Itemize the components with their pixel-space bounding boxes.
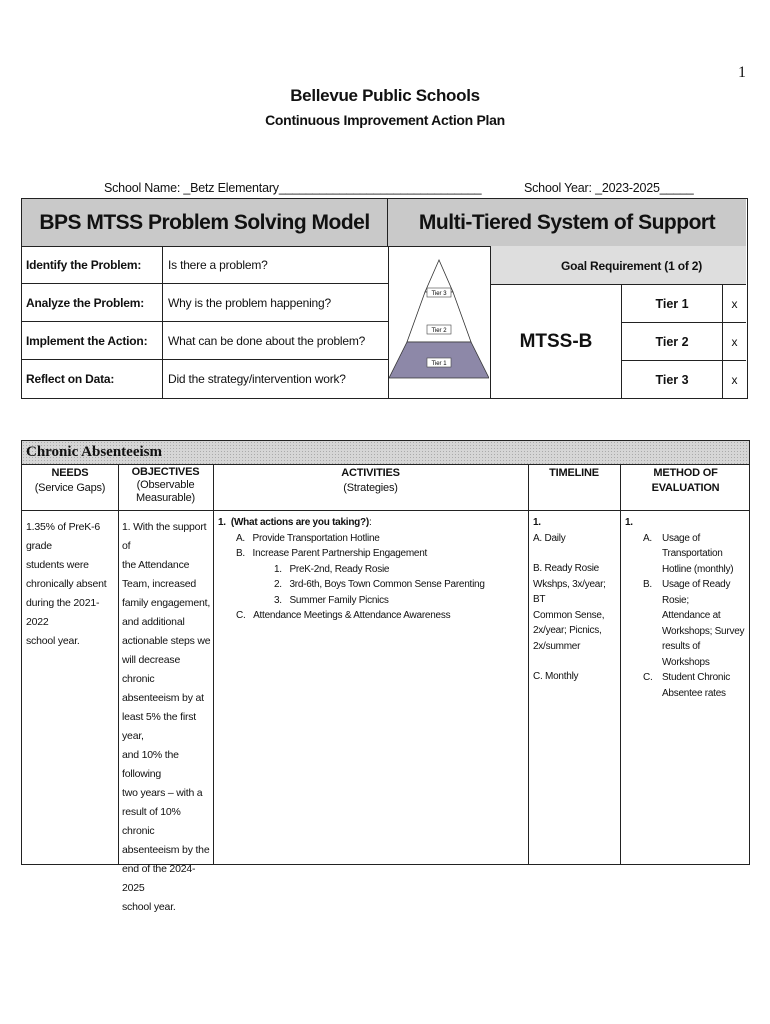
activity-subitem: 2. 3rd-6th, Boys Town Common Sense Parenting [274,579,485,590]
step-row-reflect [22,360,388,398]
evaluation-title-2: EVALUATION [651,482,720,494]
timeline-title: TIMELINE [549,467,599,479]
objectives-line: two years – with a [122,787,203,799]
document-subtitle: Continuous Improvement Action Plan [265,112,505,128]
timeline-b-line: B. Ready Rosie [533,563,599,574]
timeline-column-header [528,466,620,481]
step-label: Analyze the Problem: [26,296,145,310]
page-number: 1 [738,64,746,81]
timeline-a: A. Daily [533,532,566,544]
activities-title: ACTIVITIES [341,467,400,479]
problem-solving-model-table [21,198,748,399]
document-title: Bellevue Public Schools [290,86,480,105]
tier-mark: x [722,323,746,361]
goal-requirement-label: Goal Requirement (1 of 2) [561,259,703,273]
tier-name: Tier 2 [655,335,689,349]
evaluation-num: 1. [625,517,633,528]
activity-subitem: 3. Summer Family Picnics [274,594,389,606]
activity-item-b: B. Increase Parent Partnership Engagement [236,548,428,559]
step-question: Why is the problem happening? [168,296,331,310]
tier-name: Tier 1 [655,297,689,311]
step-row-analyze [22,284,388,322]
tier-name: Tier 3 [655,373,689,387]
tier-mark: x [722,285,746,323]
objectives-line: the Attendance [122,559,190,571]
objectives-line: 1. With the support of [122,521,207,552]
step-label: Implement the Action: [26,334,148,348]
objectives-column-header [118,466,213,505]
tier-pyramid-graphic [389,246,489,396]
step-label: Identify the Problem: [26,258,142,272]
activity-item-c: C. Attendance Meetings & Attendance Awareness [236,610,451,621]
school-year-field: School Year: _2023-2025_____ [524,181,694,195]
tier-pyramid-cell [388,246,491,398]
needs-column-header [22,466,118,496]
objectives-title: OBJECTIVES [131,466,200,478]
evaluation-item-b: B. Usage of Ready Rosie; Attendance at Workshops; Survey results of Workshops [643,579,745,668]
step-question: Is there a problem? [168,258,268,272]
step-row-identify [22,246,388,284]
objectives-subtitle-1: (Observable [136,479,195,491]
evaluation-item-c: C. Student Chronic Absentee rates [643,672,730,699]
objectives-line: end of the 2024-2025 [122,863,196,894]
objectives-line: and 10% the following [122,749,179,780]
school-name-field: School Name: _Betz Elementary______________________________ [104,181,482,195]
activities-column-header [213,466,528,496]
tier-row-1 [622,285,746,323]
objectives-line: absenteeism by the [122,844,210,856]
objectives-line: and additional [122,616,185,628]
needs-subtitle: (Service Gaps) [34,482,106,494]
step-question: Did the strategy/intervention work? [168,372,346,386]
timeline-c: C. Monthly [533,671,579,682]
pyramid-label-tier1: Tier 1 [431,361,447,367]
objectives-line: Team, increased [122,578,197,590]
tier-mark: x [722,361,746,398]
model-right-header: Multi-Tiered System of Support [388,199,746,247]
activities-cell [218,515,523,624]
objectives-line: family engagement, [122,597,211,609]
evaluation-title-1: METHOD OF [653,467,718,479]
objectives-line: result of 10% chronic [122,806,181,837]
action-plan-table [21,440,750,913]
plan-title-bar [22,441,749,465]
objectives-line: will decrease chronic [122,654,181,685]
timeline-b-line: Wkshps, 3x/year; BT [533,578,606,605]
objectives-cell [122,518,212,917]
step-label: Reflect on Data: [26,372,115,386]
activities-heading: 1. (What actions are you taking?): [218,517,372,528]
timeline-b-line: 2x/summer [533,640,581,652]
plan-title: Chronic Absenteeism [26,444,162,460]
tier-row-3 [622,361,746,399]
evaluation-column-header [620,466,751,496]
objectives-subtitle-2: Measurable) [136,492,195,504]
timeline-cell [533,515,619,685]
step-question: What can be done about the problem? [168,334,366,348]
activity-item-a: A. Provide Transportation Hotline [236,532,380,544]
timeline-num: 1. [533,517,541,528]
needs-line: during the 2021-2022 [26,597,100,628]
evaluation-item-a: A. Usage of Transportation Hotline (monthly) [643,532,734,575]
objectives-line: school year. [122,901,176,913]
activity-subitem: 1. PreK-2nd, Ready Rosie [274,563,390,575]
activities-subtitle: (Strategies) [343,482,398,494]
needs-title: NEEDS [51,467,89,479]
timeline-b-line: 2x/year; Picnics, [533,625,602,636]
step-row-implement [22,322,388,360]
tier-row-2 [622,323,746,361]
objectives-line: least 5% the first year, [122,711,197,742]
objectives-line: actionable steps we [122,635,211,647]
goal-requirement-header [491,246,746,285]
objectives-line: absenteeism by at [122,692,204,704]
pyramid-label-tier3: Tier 3 [431,291,447,297]
needs-line: school year. [26,635,80,647]
needs-cell [26,518,116,651]
mtss-label: MTSS-B [491,285,622,398]
needs-line: students were [26,559,89,571]
pyramid-label-tier2: Tier 2 [431,328,447,334]
model-left-header: BPS MTSS Problem Solving Model [22,199,388,247]
needs-line: chronically absent [26,578,107,590]
needs-line: 1.35% of PreK-6 grade [26,521,101,552]
evaluation-cell [625,515,749,701]
timeline-b-line: Common Sense, [533,609,605,621]
